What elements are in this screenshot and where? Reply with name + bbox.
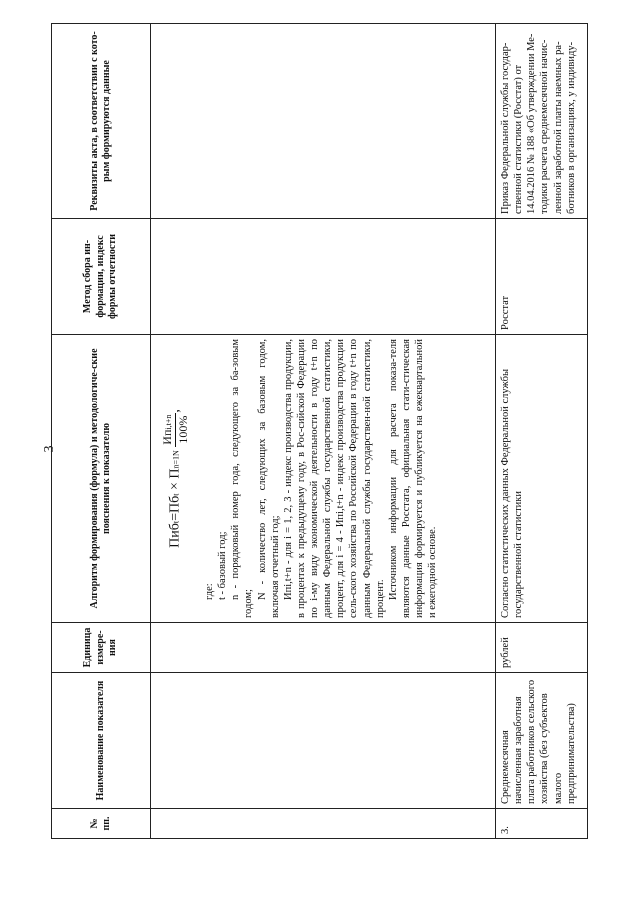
table-header-row <box>52 24 151 839</box>
cell-name <box>151 673 496 809</box>
cell-num: 3. <box>496 809 588 839</box>
cell-method: Росстат <box>496 219 588 335</box>
header-name: Наименование показателя <box>52 673 151 809</box>
header-unit: Единица измере-ния <box>52 623 151 673</box>
algorithm-line: n - порядковый номер года, следующего за ба-зовым годом; <box>230 339 255 618</box>
header-num: № пп. <box>52 809 151 839</box>
cell-algorithm: Согласно статистических данных Федеральной службы государственной статистики <box>496 335 588 623</box>
cell-requisites <box>151 24 496 219</box>
cell-num <box>151 809 496 839</box>
cell-method <box>151 219 496 335</box>
page-number: 3 <box>42 445 57 453</box>
algorithm-line: Источником информации для расчета показа-теля являются данные Росстата, официальная стати-стическая информация формируется и публикуется на ежеквартальной и ежегодной основе. <box>387 339 439 618</box>
algorithm-line: t - базовый год; <box>217 531 229 600</box>
table-row <box>151 24 496 839</box>
cell-unit: рублей <box>496 623 588 673</box>
cell-name: Среднемесячная начисленная заработная плата работников сельского хозяйства (без субъектов малого предпринимательства) <box>496 673 588 809</box>
formula: Пибt=Пбt × Пn=1N Ипi,t+n 100% , <box>160 409 190 548</box>
cell-algorithm <box>151 335 496 623</box>
table-row <box>496 24 588 839</box>
header-requisites: Реквизиты акта, в соответствии с кото-рым формируются данные <box>52 24 151 219</box>
indicators-table <box>51 23 588 839</box>
cell-unit <box>151 623 496 673</box>
algorithm-line: N - количество лет, следующих за базовым годом, включая отчетный год; <box>256 339 281 618</box>
cell-requisites: Приказ Федеральной службы государ-ственной статистики (Росстат) от 14.04.2016 № 188 «Об утверждении Ме-тодики расчета среднемесячной начис-ленной заработной платы наемных ра-ботников в организациях, у индивиду- <box>496 24 588 219</box>
rotated-table-container <box>51 24 588 839</box>
algorithm-line: Ипi,t+n - для i = 1, 2, 3 - индекс производства продукции, в процентах к предыдущему году, в Рос-сийской Федерации по i-му виду экономической деятельности в году t+n по данным Федеральной службы государственной статистики, процент, для i = 4 - Ипi,t+n - индекс производства продукции сель-ского хозяйства по Российской Федерации в году t+n по данным Федеральной службы государствен-ной статистики, процент. <box>282 339 386 618</box>
header-algorithm: Алгоритм формирования (формула) и методологиче-ские пояснения к показателю <box>52 335 151 623</box>
header-method: Метод сбора ин-формации, индекс формы отчетности <box>52 219 151 335</box>
formula-fraction: Ипi,t+n 100% <box>160 414 190 445</box>
where-label: где: <box>204 583 215 600</box>
